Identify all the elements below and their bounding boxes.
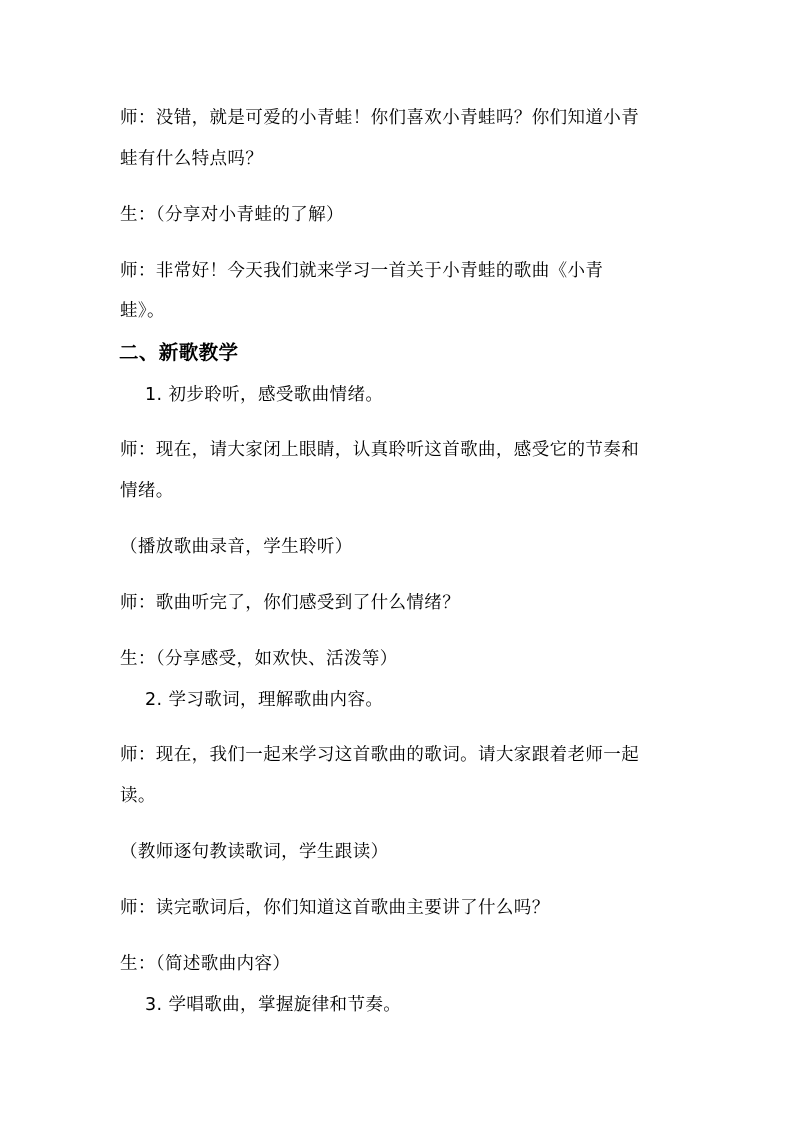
student-line: 生：（分享对小青蛙的了解）	[120, 205, 344, 225]
stage-direction: （播放歌曲录音，学生聆听）	[120, 537, 353, 557]
teacher-line-continuation: 读。	[120, 786, 156, 806]
teacher-line: 师：没错，就是可爱的小青蛙！你们喜欢小青蛙吗？你们知道小青	[120, 108, 640, 128]
teacher-line: 师：读完歌词后，你们知道这首歌曲主要讲了什么吗？	[120, 898, 550, 918]
teacher-line: 师：现在，我们一起来学习这首歌曲的歌词。请大家跟着老师一起	[120, 745, 640, 765]
teacher-line-continuation: 蛙》。	[120, 301, 165, 321]
numbered-step: 2. 学习歌词，理解歌曲内容。	[145, 690, 384, 710]
teacher-line: 师：现在，请大家闭上眼睛，认真聆听这首歌曲，感受它的节奏和	[120, 440, 640, 460]
numbered-step: 3. 学唱歌曲，掌握旋律和节奏。	[145, 995, 402, 1015]
teacher-line-continuation: 情绪。	[120, 481, 174, 501]
teacher-line-continuation: 蛙有什么特点吗？	[120, 149, 264, 169]
section-heading: 二、新歌教学	[119, 341, 239, 364]
teacher-line: 师：歌曲听完了，你们感受到了什么情绪？	[120, 593, 461, 613]
teacher-line: 师：非常好！今天我们就来学习一首关于小青蛙的歌曲《小青	[120, 261, 604, 281]
student-line: 生：（分享感受，如欢快、活泼等）	[120, 649, 398, 669]
numbered-step: 1. 初步聆听，感受歌曲情绪。	[145, 385, 384, 405]
student-line: 生：（简述歌曲内容）	[120, 954, 291, 974]
stage-direction: （教师逐句教读歌词，学生跟读）	[120, 842, 389, 862]
